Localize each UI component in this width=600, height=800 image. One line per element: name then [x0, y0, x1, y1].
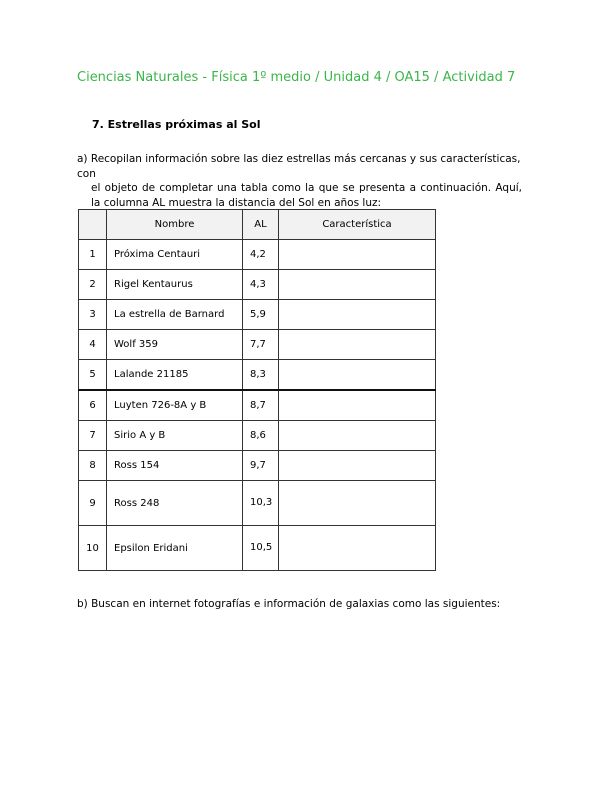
cell-index: 5 [79, 360, 107, 391]
table-row [79, 360, 436, 391]
al-value: 8,6 [250, 429, 266, 441]
header-al: AL [243, 210, 279, 240]
cell-al [243, 481, 279, 526]
al-value: 4,2 [250, 248, 266, 260]
cell-al [243, 270, 279, 300]
paragraph-b: b) Buscan en internet fotografías e información de galaxias como las siguientes: [77, 598, 501, 610]
cell-al [243, 390, 279, 421]
al-value: 10,5 [250, 542, 273, 553]
paragraph-a [77, 152, 522, 210]
table-header-row [79, 210, 436, 240]
cell-index: 1 [79, 240, 107, 270]
table-row [79, 240, 436, 270]
table-row [79, 390, 436, 421]
cell-nombre: Ross 248 [107, 481, 243, 526]
table-row [79, 300, 436, 330]
al-value: 9,7 [250, 459, 266, 471]
stars-table [78, 209, 436, 571]
cell-index: 7 [79, 421, 107, 451]
al-value: 8,7 [250, 399, 266, 411]
cell-index: 4 [79, 330, 107, 360]
cell-caracteristica[interactable] [279, 451, 436, 481]
cell-nombre: La estrella de Barnard [107, 300, 243, 330]
cell-index: 10 [79, 526, 107, 571]
cell-al [243, 240, 279, 270]
paragraph-a-first-line: a) Recopilan información sobre las diez estrellas más cercanas y sus características, con [77, 153, 521, 180]
cell-al [243, 330, 279, 360]
table-row [79, 421, 436, 451]
cell-al [243, 421, 279, 451]
header-index [79, 210, 107, 240]
table-row [79, 481, 436, 526]
cell-al [243, 451, 279, 481]
cell-caracteristica[interactable] [279, 300, 436, 330]
paragraph-a-rest: el objeto de completar una tabla como la que se presenta a continuación. Aquí, la columna AL muestra la distancia del Sol en años luz: [91, 182, 522, 209]
cell-index: 6 [79, 390, 107, 421]
cell-al [243, 526, 279, 571]
cell-al [243, 300, 279, 330]
cell-caracteristica[interactable] [279, 270, 436, 300]
cell-nombre: Rigel Kentaurus [107, 270, 243, 300]
cell-nombre: Ross 154 [107, 451, 243, 481]
cell-nombre: Sirio A y B [107, 421, 243, 451]
cell-caracteristica[interactable] [279, 481, 436, 526]
header-nombre: Nombre [107, 210, 243, 240]
page-header: Ciencias Naturales - Física 1º medio / Unidad 4 / OA15 / Actividad 7 [77, 70, 516, 85]
al-value: 4,3 [250, 278, 266, 290]
cell-caracteristica[interactable] [279, 240, 436, 270]
al-value: 7,7 [250, 338, 266, 350]
cell-caracteristica[interactable] [279, 526, 436, 571]
cell-al [243, 360, 279, 391]
al-value: 8,3 [250, 368, 266, 380]
cell-nombre: Luyten 726-8A y B [107, 390, 243, 421]
table-row [79, 330, 436, 360]
al-value: 5,9 [250, 308, 266, 320]
cell-nombre: Próxima Centauri [107, 240, 243, 270]
table-row [79, 526, 436, 571]
header-caracteristica: Característica [279, 210, 436, 240]
cell-caracteristica[interactable] [279, 390, 436, 421]
table-row [79, 270, 436, 300]
al-value: 10,3 [250, 497, 273, 508]
cell-index: 8 [79, 451, 107, 481]
cell-nombre: Epsilon Eridani [107, 526, 243, 571]
cell-nombre: Lalande 21185 [107, 360, 243, 391]
cell-index: 3 [79, 300, 107, 330]
cell-nombre: Wolf 359 [107, 330, 243, 360]
cell-caracteristica[interactable] [279, 360, 436, 391]
table-row [79, 451, 436, 481]
cell-caracteristica[interactable] [279, 330, 436, 360]
cell-index: 9 [79, 481, 107, 526]
cell-index: 2 [79, 270, 107, 300]
section-title: 7. Estrellas próximas al Sol [92, 118, 261, 131]
cell-caracteristica[interactable] [279, 421, 436, 451]
